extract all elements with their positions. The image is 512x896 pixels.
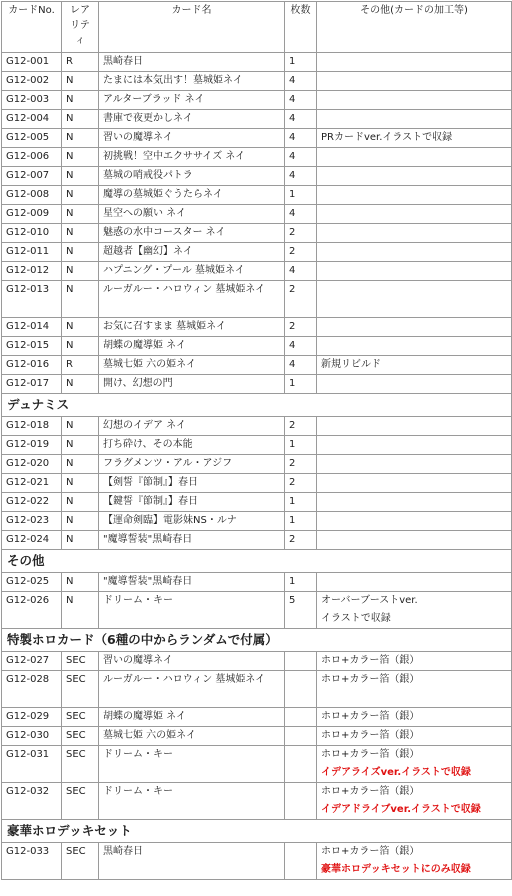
table-row [2, 129, 512, 148]
card-no-cell: G12-031 [2, 746, 62, 783]
card-no-cell: G12-017 [2, 375, 62, 394]
notes-cell [317, 417, 512, 436]
card-no-cell: G12-001 [2, 53, 62, 72]
rarity-cell: SEC [62, 843, 99, 880]
section-header-row [2, 394, 512, 417]
card-name-cell: お気に召すまま 墓城姫ネイ [99, 318, 285, 337]
notes-cell [317, 318, 512, 337]
card-name-cell: アルターブラッド ネイ [99, 91, 285, 110]
count-cell [285, 843, 317, 880]
rarity-cell: N [62, 186, 99, 205]
card-name-cell: 超越者【幽幻】ネイ [99, 243, 285, 262]
count-cell: 4 [285, 129, 317, 148]
card-name-cell: 黒崎春日 [99, 53, 285, 72]
card-name-cell: "魔導誓装"黒崎春日 [99, 531, 285, 550]
card-no-cell: G12-005 [2, 129, 62, 148]
count-cell: 4 [285, 110, 317, 129]
rarity-cell: N [62, 436, 99, 455]
table-row [2, 493, 512, 512]
card-no-cell: G12-007 [2, 167, 62, 186]
rarity-cell: N [62, 318, 99, 337]
notes-cell [317, 671, 512, 708]
rarity-cell: N [62, 337, 99, 356]
note-line: ホロ+カラー箔（銀） [321, 786, 420, 797]
count-cell: 4 [285, 72, 317, 91]
card-no-cell: G12-024 [2, 531, 62, 550]
card-name-cell: 習いの魔導ネイ [99, 652, 285, 671]
card-name-cell: 習いの魔導ネイ [99, 129, 285, 148]
rarity-cell: SEC [62, 783, 99, 820]
count-cell [285, 708, 317, 727]
notes-cell [317, 110, 512, 129]
card-no-cell: G12-029 [2, 708, 62, 727]
card-no-cell: G12-015 [2, 337, 62, 356]
card-no-cell: G12-028 [2, 671, 62, 708]
notes-cell [317, 281, 512, 318]
rarity-cell: N [62, 148, 99, 167]
card-no-cell: G12-025 [2, 573, 62, 592]
card-no-cell: G12-003 [2, 91, 62, 110]
table-row [2, 512, 512, 531]
count-cell: 2 [285, 474, 317, 493]
section-header-row [2, 629, 512, 652]
header-row [2, 2, 512, 53]
table-row [2, 746, 512, 783]
notes-cell [317, 592, 512, 629]
card-no-cell: G12-009 [2, 205, 62, 224]
rarity-cell: N [62, 110, 99, 129]
section-title: 特製ホロカード（6種の中からランダムで付属） [2, 629, 512, 652]
count-cell: 1 [285, 512, 317, 531]
card-name-cell: 書庫で夜更かしネイ [99, 110, 285, 129]
table-row [2, 72, 512, 91]
note-line: ホロ+カラー箔（銀） [321, 730, 420, 741]
card-name-cell: 黒崎春日 [99, 843, 285, 880]
card-name-cell: 初挑戦！空中エクササイズ ネイ [99, 148, 285, 167]
card-no-cell: G12-016 [2, 356, 62, 375]
note-line: PRカードver.イラストで収録 [321, 132, 453, 143]
count-cell: 1 [285, 186, 317, 205]
count-cell: 1 [285, 375, 317, 394]
notes-cell [317, 129, 512, 148]
rarity-cell: N [62, 224, 99, 243]
notes-cell [317, 436, 512, 455]
card-name-cell: 【剣誓『節制』】春日 [99, 474, 285, 493]
count-cell: 1 [285, 436, 317, 455]
count-cell: 2 [285, 281, 317, 318]
card-no-cell: G12-002 [2, 72, 62, 91]
rarity-cell: N [62, 243, 99, 262]
card-name-cell: ドリーム・キー [99, 746, 285, 783]
count-cell: 2 [285, 417, 317, 436]
notes-cell [317, 573, 512, 592]
notes-cell [317, 243, 512, 262]
count-cell: 4 [285, 167, 317, 186]
notes-cell [317, 727, 512, 746]
rarity-cell: SEC [62, 708, 99, 727]
rarity-cell: N [62, 455, 99, 474]
count-cell: 1 [285, 53, 317, 72]
card-no-cell: G12-019 [2, 436, 62, 455]
count-cell [285, 652, 317, 671]
notes-cell [317, 493, 512, 512]
section-title: その他 [2, 550, 512, 573]
count-cell: 2 [285, 224, 317, 243]
card-no-cell: G12-008 [2, 186, 62, 205]
count-cell [285, 671, 317, 708]
rarity-cell: N [62, 512, 99, 531]
table-row [2, 356, 512, 375]
card-list-body [2, 2, 512, 880]
notes-cell [317, 746, 512, 783]
notes-cell [317, 53, 512, 72]
table-row [2, 318, 512, 337]
section-header-row [2, 820, 512, 843]
rarity-cell: N [62, 205, 99, 224]
notes-cell [317, 708, 512, 727]
table-row [2, 148, 512, 167]
table-row [2, 474, 512, 493]
table-row [2, 224, 512, 243]
table-row [2, 652, 512, 671]
card-name-cell: 【鍵誓『節制』】春日 [99, 493, 285, 512]
rarity-cell: N [62, 281, 99, 318]
note-line: ホロ+カラー箔（銀） [321, 711, 420, 722]
count-cell: 4 [285, 356, 317, 375]
table-row [2, 167, 512, 186]
notes-cell [317, 375, 512, 394]
notes-cell [317, 356, 512, 375]
card-no-cell: G12-010 [2, 224, 62, 243]
card-no-cell: G12-020 [2, 455, 62, 474]
section-title: 豪華ホロデッキセット [2, 820, 512, 843]
card-name-cell: "魔導誓装"黒崎春日 [99, 573, 285, 592]
count-cell: 2 [285, 455, 317, 474]
card-no-cell: G12-026 [2, 592, 62, 629]
header-other: その他(カードの加工等) [317, 2, 512, 53]
notes-cell [317, 91, 512, 110]
notes-cell [317, 455, 512, 474]
card-name-cell: 幻想のイデア ネイ [99, 417, 285, 436]
rarity-cell: N [62, 417, 99, 436]
count-cell: 1 [285, 573, 317, 592]
notes-cell [317, 531, 512, 550]
red-note: イデアドライブver.イラストで収録 [321, 804, 481, 815]
count-cell: 2 [285, 531, 317, 550]
card-no-cell: G12-011 [2, 243, 62, 262]
notes-cell [317, 224, 512, 243]
count-cell [285, 727, 317, 746]
rarity-cell: N [62, 474, 99, 493]
table-row [2, 783, 512, 820]
card-no-cell: G12-014 [2, 318, 62, 337]
count-cell: 1 [285, 493, 317, 512]
rarity-cell: SEC [62, 727, 99, 746]
count-cell: 4 [285, 205, 317, 224]
card-no-cell: G12-013 [2, 281, 62, 318]
rarity-cell: N [62, 573, 99, 592]
table-row [2, 592, 512, 629]
card-name-cell: ドリーム・キー [99, 592, 285, 629]
table-row [2, 436, 512, 455]
table-row [2, 186, 512, 205]
card-name-cell: 打ち砕け、その本能 [99, 436, 285, 455]
notes-cell [317, 205, 512, 224]
card-no-cell: G12-006 [2, 148, 62, 167]
card-name-cell: ハプニング・プール 墓城姫ネイ [99, 262, 285, 281]
rarity-cell: R [62, 356, 99, 375]
rarity-cell: N [62, 91, 99, 110]
card-no-cell: G12-027 [2, 652, 62, 671]
table-row [2, 671, 512, 708]
card-name-cell: 胡蝶の魔導姫 ネイ [99, 708, 285, 727]
header-card-no: カードNo. [2, 2, 62, 53]
count-cell: 4 [285, 148, 317, 167]
notes-cell [317, 167, 512, 186]
count-cell: 2 [285, 318, 317, 337]
notes-cell [317, 474, 512, 493]
notes-cell [317, 783, 512, 820]
note-line: ホロ+カラー箔（銀） [321, 655, 420, 666]
card-name-cell: 墓城七姫 六の姫ネイ [99, 356, 285, 375]
table-row [2, 262, 512, 281]
card-name-cell: 星空への願い ネイ [99, 205, 285, 224]
table-row [2, 281, 512, 318]
rarity-cell: N [62, 592, 99, 629]
table-row [2, 337, 512, 356]
card-name-cell: 墓城七姫 六の姫ネイ [99, 727, 285, 746]
table-row [2, 708, 512, 727]
notes-cell [317, 72, 512, 91]
header-rarity: レアリティ [62, 2, 99, 53]
table-row [2, 573, 512, 592]
table-row [2, 417, 512, 436]
card-no-cell: G12-018 [2, 417, 62, 436]
table-row [2, 243, 512, 262]
header-name: カード名 [99, 2, 285, 53]
rarity-cell: N [62, 531, 99, 550]
rarity-cell: SEC [62, 671, 99, 708]
table-row [2, 843, 512, 880]
note-line: ホロ+カラー箔（銀） [321, 846, 420, 857]
card-no-cell: G12-030 [2, 727, 62, 746]
rarity-cell: N [62, 493, 99, 512]
rarity-cell: SEC [62, 652, 99, 671]
notes-cell [317, 186, 512, 205]
red-note: イデアライズver.イラストで収録 [321, 767, 471, 778]
notes-cell [317, 512, 512, 531]
card-name-cell: フラグメンツ・アル・アジフ [99, 455, 285, 474]
count-cell [285, 783, 317, 820]
header-count: 枚数 [285, 2, 317, 53]
card-no-cell: G12-032 [2, 783, 62, 820]
card-name-cell: 魔導の墓城姫ぐうたらネイ [99, 186, 285, 205]
rarity-cell: N [62, 129, 99, 148]
red-note: 豪華ホロデッキセットにのみ収録 [321, 864, 471, 875]
notes-cell [317, 843, 512, 880]
notes-cell [317, 337, 512, 356]
note-line: ホロ+カラー箔（銀） [321, 749, 420, 760]
notes-cell [317, 148, 512, 167]
card-name-cell: 魅惑の水中コースター ネイ [99, 224, 285, 243]
card-name-cell: 【運命剣臨】電影妹NS・ルナ [99, 512, 285, 531]
notes-cell [317, 262, 512, 281]
card-name-cell: 胡蝶の魔導姫 ネイ [99, 337, 285, 356]
section-header-row [2, 550, 512, 573]
rarity-cell: N [62, 375, 99, 394]
section-title: デュナミス [2, 394, 512, 417]
card-name-cell: 開け、幻想の門 [99, 375, 285, 394]
table-row [2, 91, 512, 110]
notes-cell [317, 652, 512, 671]
card-name-cell: ルーガルー・ハロウィン 墓城姫ネイ [99, 671, 285, 708]
count-cell: 4 [285, 262, 317, 281]
note-line: 新規リビルド [321, 359, 381, 370]
count-cell: 2 [285, 243, 317, 262]
card-name-cell: ドリーム・キー [99, 783, 285, 820]
table-row [2, 375, 512, 394]
count-cell: 4 [285, 337, 317, 356]
card-no-cell: G12-033 [2, 843, 62, 880]
card-no-cell: G12-021 [2, 474, 62, 493]
card-no-cell: G12-004 [2, 110, 62, 129]
table-row [2, 205, 512, 224]
note-line: イラストで収録 [321, 613, 391, 624]
card-list-table [1, 1, 512, 880]
rarity-cell: N [62, 167, 99, 186]
card-no-cell: G12-023 [2, 512, 62, 531]
rarity-cell: N [62, 262, 99, 281]
table-row [2, 727, 512, 746]
count-cell [285, 746, 317, 783]
card-name-cell: たまには本気出す！墓城姫ネイ [99, 72, 285, 91]
rarity-cell: R [62, 53, 99, 72]
table-row [2, 455, 512, 474]
rarity-cell: N [62, 72, 99, 91]
card-name-cell: 墓城の哨戒役パトラ [99, 167, 285, 186]
count-cell: 5 [285, 592, 317, 629]
table-row [2, 53, 512, 72]
note-line: ホロ+カラー箔（銀） [321, 674, 420, 685]
table-row [2, 531, 512, 550]
card-no-cell: G12-012 [2, 262, 62, 281]
table-row [2, 110, 512, 129]
rarity-cell: SEC [62, 746, 99, 783]
count-cell: 4 [285, 91, 317, 110]
card-no-cell: G12-022 [2, 493, 62, 512]
card-name-cell: ルーガルー・ハロウィン 墓城姫ネイ [99, 281, 285, 318]
note-line: オーバーブーストver. [321, 595, 418, 606]
